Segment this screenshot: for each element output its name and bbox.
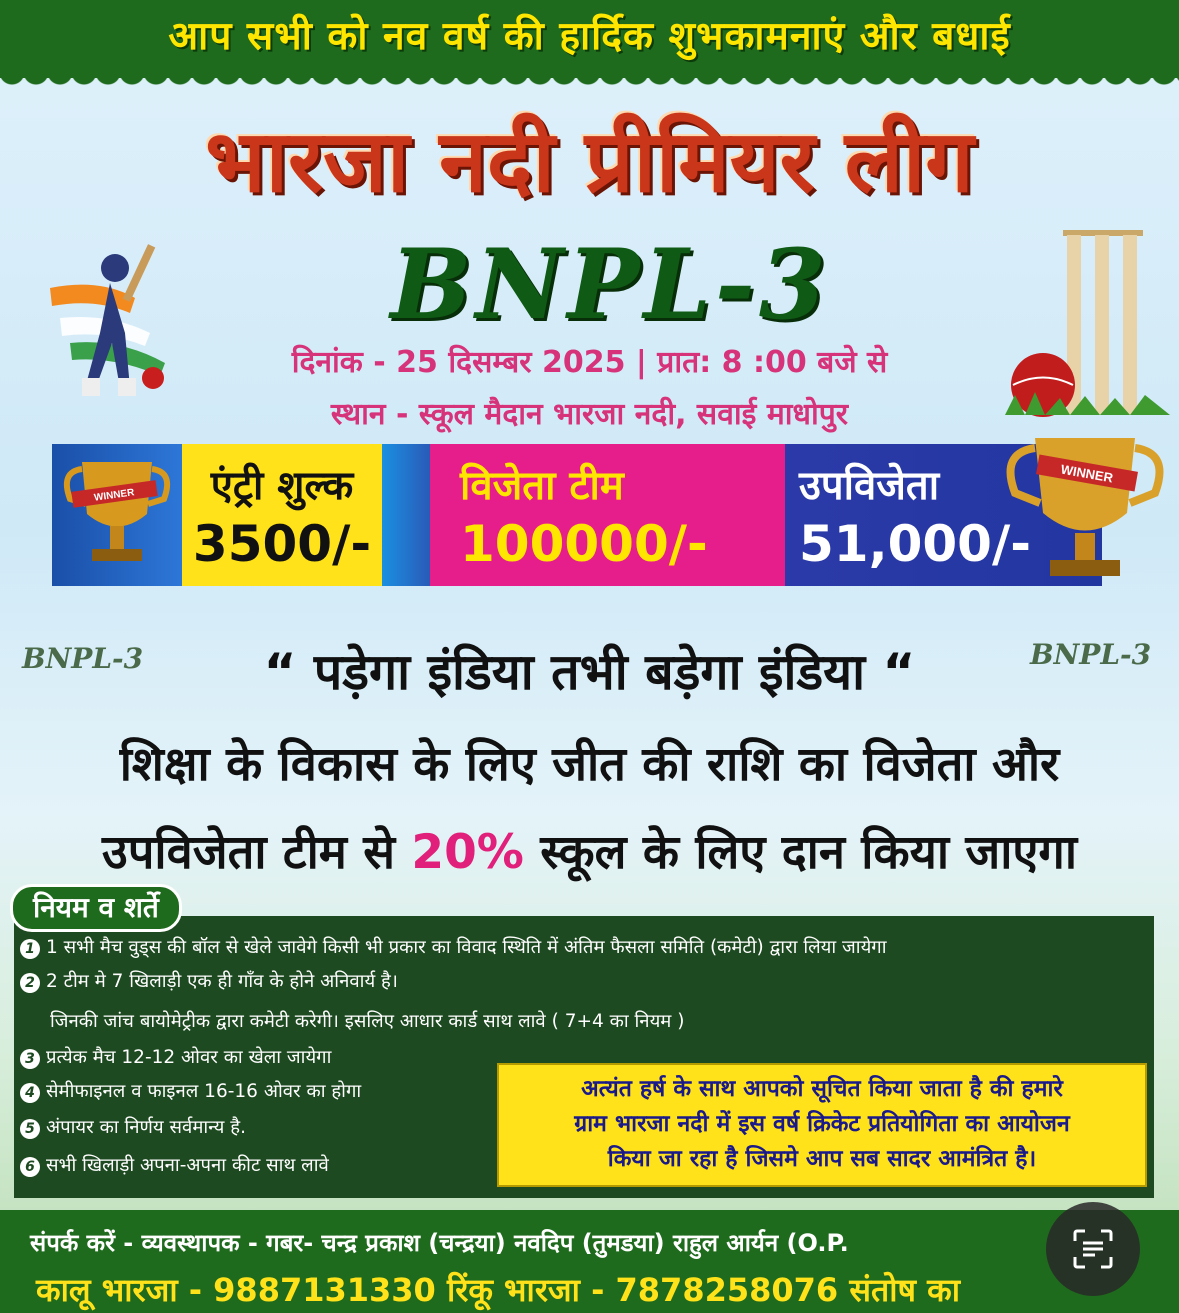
winner-amount: 100000/- (460, 515, 708, 573)
rule-item: जिनकी जांच बायोमेट्रीक द्वारा कमेटी करेगी। इसलिए आधार कार्ड साथ लावे ( 7+4 का नियम ) (50, 1011, 685, 1032)
league-code: BNPL-3 (390, 228, 830, 341)
prize-divider (382, 444, 430, 586)
trophy-label-right: WINNER (1059, 461, 1115, 486)
stumps-icon (1005, 220, 1170, 420)
notice-line-2: ग्राम भारजा नदी में इस वर्ष क्रिकेट प्रतियोगिता का आयोजन (574, 1110, 1070, 1137)
trophy-icon (52, 444, 182, 586)
entry-fee-label: एंट्री शुल्क (210, 463, 354, 509)
rule-item: 3 प्रत्येक मैच 12-12 ओवर का खेला जायेगा (20, 1044, 331, 1069)
rule-item: 5 अंपायर का निर्णय सर्वमान्य है. (20, 1114, 246, 1139)
rule-item: 4 सेमीफाइनल व फाइनल 16-16 ओवर का होगा (20, 1078, 361, 1103)
slogan: “ पड़ेगा इंडिया तभी बड़ेगा इंडिया “ (263, 643, 916, 701)
invitation-notice (497, 1063, 1147, 1187)
donation-percent: 20% (411, 825, 524, 880)
prize-left-panel (52, 444, 182, 586)
rules-heading: नियम व शर्ते (10, 884, 182, 932)
education-line-1: शिक्षा के विकास के लिए जीत की राशि का विजेता और (119, 737, 1060, 792)
event-date: दिनांक - 25 दिसम्बर 2025 | प्रात: 8 :00 बजे से (291, 345, 888, 380)
event-venue: स्थान - स्कूल मैदान भारजा नदी, सवाई माधोपुर (330, 397, 849, 432)
scan-text-icon (1071, 1227, 1115, 1271)
side-tag-right: BNPL-3 (1030, 638, 1152, 671)
contact-phones: कालू भारजा - 9887131330 रिंकू भारजा - 7878258076 संतोष का (36, 1271, 960, 1309)
rule-item: 6 सभी खिलाड़ी अपना-अपना कीट साथ लावे (20, 1152, 329, 1177)
notice-line-1: अत्यंत हर्ष के साथ आपको सूचित किया जाता है की हमारे (581, 1075, 1063, 1102)
notice-line-3: किया जा रहा है जिसमे आप सब सादर आमंत्रित है। (607, 1145, 1037, 1172)
new-year-greeting: आप सभी को नव वर्ष की हार्दिक शुभकामनाएं और बधाई (168, 14, 1011, 59)
education-line-2-prefix: उपविजेता टीम से (101, 825, 396, 880)
rule-item: 1 1 सभी मैच वुड्स की बॉल से खेले जावेगे किसी भी प्रकार का विवाद स्थिति में अंतिम फैसला समिति (कमेटी) द्वारा लिया जायेगा (20, 934, 887, 959)
contact-organizers: संपर्क करें - व्यवस्थापक - गबर- चन्द्र प्रकाश (चन्द्रया) नवदिप (तुमडया) राहुल आर्यन (O.P. (30, 1229, 849, 1257)
entry-fee-amount: 3500/- (192, 515, 372, 573)
winner-label: विजेता टीम (460, 463, 624, 509)
education-line-2 (0, 818, 1179, 882)
league-title: भारजा नदी प्रीमियर लीग (205, 111, 974, 212)
trophy-label-left: WINNER (93, 487, 136, 504)
winner-panel (430, 444, 785, 586)
entry-fee-panel (182, 444, 382, 586)
runner-up-label: उपविजेता (799, 463, 940, 509)
prize-bar (52, 444, 1102, 586)
education-line-2-suffix: स्कूल के लिए दान किया जाएगा (540, 825, 1078, 880)
trophy-icon (995, 418, 1175, 598)
runner-up-amount: 51,000/- (799, 515, 1031, 573)
rule-item: 2 2 टीम मे 7 खिलाड़ी एक ही गाँव के होने अनिवार्य है। (20, 968, 398, 993)
scan-text-button[interactable] (1046, 1202, 1140, 1296)
side-tag-left: BNPL-3 (22, 642, 144, 675)
